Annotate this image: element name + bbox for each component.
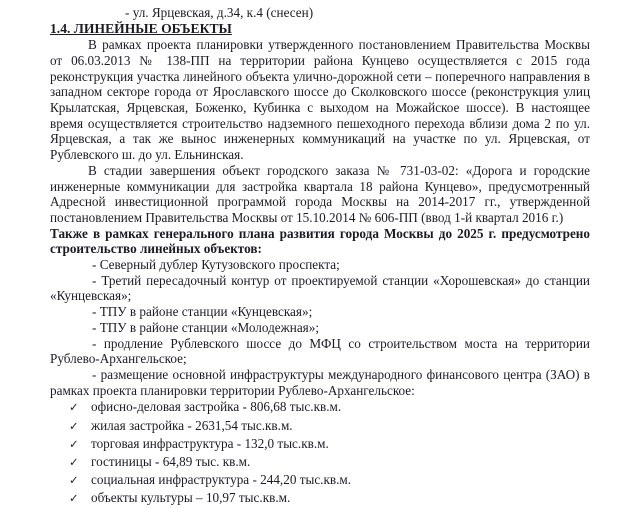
dash-list-item-tpu-molodezhnaya: - ТПУ в районе станции «Молодежная»;	[92, 319, 320, 335]
dash-list-item-tpu-kuntsevskaya: - ТПУ в районе станции «Кунцевская»;	[92, 304, 313, 320]
paragraph-general-plan: Также в рамках генерального плана развития города Москвы до 2025 г. предусмотрено строительство линейных объектов:	[50, 225, 590, 257]
paragraph-reconstruction: В рамках проекта планировки утвержденного постановлением Правительства Москвы от 06.03.2013 № 138-ПП на территории района Кунцево осуществляется с 2015 года реконструкция участка линейного объекта улично-дорожной сети – поперечного направления в западном секторе города от Ярославского шоссе до Сколковского шоссе (реконструкция улиц Крылатская, Ярцевская, Боженко, Кубинка с выходом на Можайское шоссе). В настоящее время осуществляется строительство надземного пешеходного перехода вблизи дома 2 по ул. Ярцевская, а так же вынос инженерных коммуникаций на участке по ул. Ярцевская, от Рублевского ш. до ул. Ельнинская.	[50, 37, 590, 163]
checklist-item-hotels	[50, 453, 590, 471]
checklist-item-office	[50, 398, 590, 416]
checkmark-icon: ✓	[69, 473, 79, 488]
dash-list-item-financial-center: - размещение основной инфраструктуры международного финансового центра (ЗАО) в рамках проекта планировки территории Рублево-Архангельское:	[50, 366, 590, 398]
dash-list-item-rublevskoe-extension: - продление Рублевского шоссе до МФЦ со строительством моста на территории Рублево-Архангельское;	[50, 335, 590, 367]
checkmark-icon: ✓	[69, 454, 79, 469]
paragraph-city-order: В стадии завершения объект городского заказа № 731-03-02: «Дорога и городские инженерные коммуникации для застройка квартала 18 района Кунцево», предусмотренный Адресной инвестиционной программой города Москвы на 2014-2017 гг., утвержденной постановлением Правительства Москвы от 15.10.2014 № 606-ПП (ввод 1-й квартал 2016 г.)	[50, 162, 590, 225]
checkmark-icon: ✓	[69, 436, 79, 451]
checklist-item-culture	[50, 489, 590, 507]
checklist-item-text: гостиницы - 64,89 тыс. кв.м.	[91, 453, 251, 469]
checklist-item-text: офисно-деловая застройка - 806,68 тыс.кв.м.	[91, 399, 342, 415]
checkmark-icon: ✓	[69, 491, 79, 506]
checklist-item-text: торговая инфраструктура - 132,0 тыс.кв.м.	[91, 435, 329, 451]
list-item-demolished-address: - ул. Ярцевская, д.34, к.4 (снесен)	[125, 5, 314, 20]
checklist-item-text: жилая застройка - 2631,54 тыс.кв.м.	[91, 417, 293, 433]
checkmark-icon: ✓	[69, 418, 79, 433]
section-heading: 1.4. ЛИНЕЙНЫЕ ОБЪЕКТЫ	[50, 20, 232, 36]
checklist-item-retail	[50, 435, 590, 453]
checklist-item-text: социальная инфраструктура - 244,20 тыс.кв.м.	[91, 472, 352, 488]
checklist-item-residential	[50, 417, 590, 435]
checklist-item-text: объекты культуры – 10,97 тыс.кв.м.	[91, 490, 291, 506]
dash-list-item-transfer-contour: - Третий пересадочный контур от проектируемой станции «Хорошевская» до станции «Кунцевская»;	[50, 272, 590, 304]
checklist-item-social	[50, 471, 590, 489]
checkmark-icon: ✓	[69, 400, 79, 415]
dash-list-item-kutuzovsky: - Северный дублер Кутузовского проспекта;	[92, 257, 340, 273]
